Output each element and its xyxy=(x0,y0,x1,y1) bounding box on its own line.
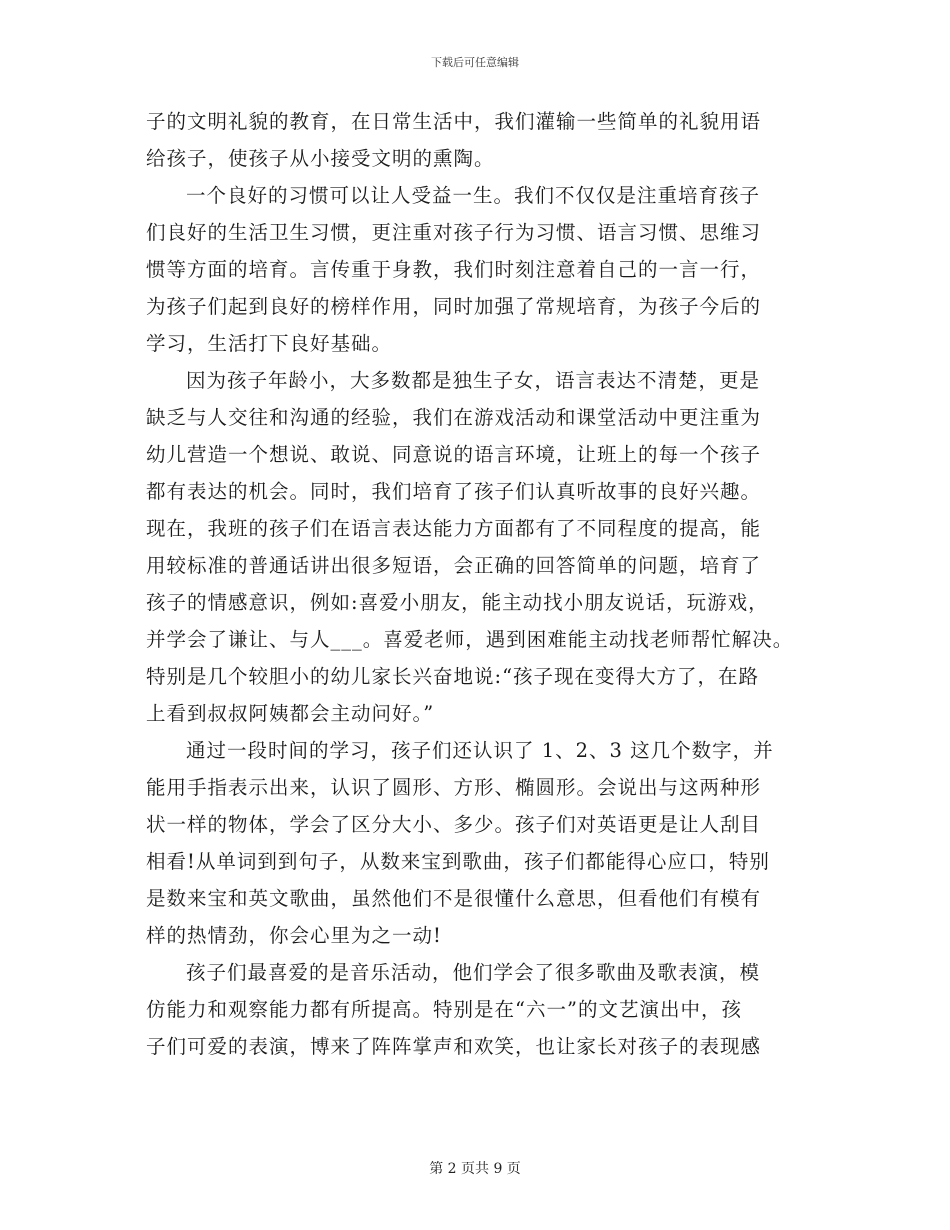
text-line: 们良好的生活卫生习惯，更注重对孩子行为习惯、语言习惯、思维习 xyxy=(146,221,762,244)
text-line: 用较标准的普通话讲出很多短语，会正确的回答简单的问题，培育了 xyxy=(146,554,762,577)
text-line: 特别是几个较胆小的幼儿家长兴奋地说:“孩子现在变得大方了，在路 xyxy=(146,665,760,688)
paragraph-first-line: 通过一段时间的学习，孩子们还认识了 1、2、3 这几个数字，并 xyxy=(186,739,774,762)
text-line: 孩子的情感意识，例如:喜爱小朋友，能主动找小朋友说话，玩游戏， xyxy=(146,591,769,614)
text-line: 现在，我班的孩子们在语言表达能力方面都有了不同程度的提高，能 xyxy=(146,517,762,540)
text-line: 状一样的物体，学会了区分大小、多少。孩子们对英语更是让人刮目 xyxy=(146,813,762,836)
text-line: 缺乏与人交往和沟通的经验，我们在游戏活动和课堂活动中更注重为 xyxy=(146,406,762,429)
text-line: 给孩子，使孩子从小接受文明的熏陶。 xyxy=(146,147,495,170)
text-line: 为孩子们起到良好的榜样作用，同时加强了常规培育，为孩子今后的 xyxy=(146,295,762,318)
text-line: 相看!从单词到到句子，从数来宝到歌曲，孩子们都能得心应口，特别 xyxy=(146,850,770,873)
paragraph-first-line: 因为孩子年龄小，大多数都是独生子女，语言表达不清楚，更是 xyxy=(186,369,761,392)
paragraph-first-line: 孩子们最喜爱的是音乐活动，他们学会了很多歌曲及歌表演，模 xyxy=(186,961,761,984)
text-line: 幼儿营造一个想说、敢说、同意说的语言环境，让班上的每一个孩子 xyxy=(146,443,762,466)
text-line: 样的热情劲，你会心里为之一动! xyxy=(146,924,442,947)
text-line: 上看到叔叔阿姨都会主动问好。” xyxy=(146,702,435,725)
page-header: 下载后可任意编辑 xyxy=(431,56,519,69)
text-line: 子的文明礼貌的教育，在日常生活中，我们灌输一些简单的礼貌用语 xyxy=(146,110,762,133)
text-line: 能用手指表示出来，认识了圆形、方形、椭圆形。会说出与这两种形 xyxy=(146,776,762,799)
text-line: 子们可爱的表演，博来了阵阵掌声和欢笑，也让家长对孩子的表现感 xyxy=(146,1035,762,1058)
text-line: 都有表达的机会。同时，我们培育了孩子们认真听故事的良好兴趣。 xyxy=(146,480,762,503)
text-line: 学习，生活打下良好基础。 xyxy=(146,332,393,355)
text-line: 并学会了谦让、与人___。喜爱老师，遇到困难能主动找老师帮忙解决。 xyxy=(146,628,794,651)
text-line: 是数来宝和英文歌曲，虽然他们不是很懂什么意思，但看他们有模有 xyxy=(146,887,762,910)
page-number-footer: 第 2 页共 9 页 xyxy=(429,1161,521,1177)
paragraph-first-line: 一个良好的习惯可以让人受益一生。我们不仅仅是注重培育孩子 xyxy=(186,184,761,207)
text-line: 惯等方面的培育。言传重于身教，我们时刻注意着自己的一言一行， xyxy=(146,258,762,281)
text-line: 仿能力和观察能力都有所提高。特别是在“六一”的文艺演出中，孩 xyxy=(146,998,742,1021)
document-body xyxy=(146,103,836,1065)
